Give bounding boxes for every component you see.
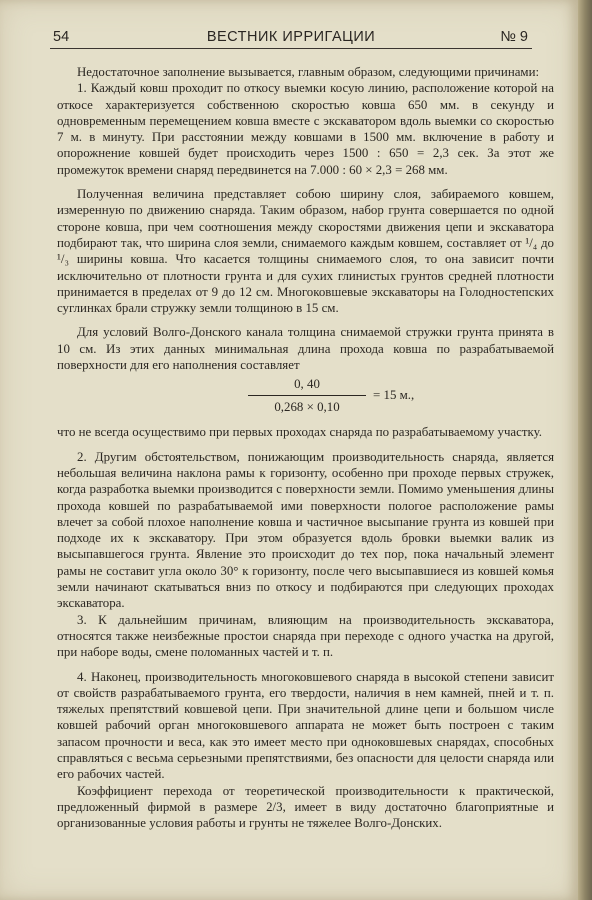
paragraph-volga-don: Для условий Волго-Донского канала толщина снимаемой стружки грунта принята в 10 см. Из этих данных минимальная длина прохода ковша по разрабатываемой поверхности для его наполнения составляет <box>57 325 554 373</box>
page-header <box>50 26 532 49</box>
journal-title: ВЕСТНИК ИРРИГАЦИИ <box>206 29 376 45</box>
paragraph-formula-note: что не всегда осуществимо при первых проходах снаряда по разрабатываемому участку. <box>57 425 542 440</box>
paragraph-layer-width: Полученная величина представляет собою ширину слоя, забираемого ковшем, измеренную по движению снаряда. Таким образом, набор грунта совершается по одной стороне ковша, при чем соотношения между скоростями движения цепи и экскаватора подбирают так, что ширина слоя земли, снимаемого каждым ковшем, составляет от ¹/₄ до ¹/₃ ширины ковша. Что касается толщины снимаемого слоя, то она зависит почти исключительно от плотности грунта и для сухих глинистых грунтов средней плотности принимается в пределах от 9 до 12 см. Многоковшевые экскаваторы на Голодностепских суглинках брали стружку земли толщиною в 15 см. <box>57 187 554 316</box>
formula-numerator: 0, 40 <box>248 376 366 395</box>
paragraph-reason-4: 4. Наконец, производительность многоковшевого снаряда в высокой степени зависит от свойств разрабатываемого грунта, его твердости, наличия в нем камней, пней и т. п. тяжелых препятствий ковшевой цепи. При значительной длине цепи и большом числе ковшей рабочий орган многоковшевого аппарата не может быть построен с таким запасом прочности и веса, как это имеет место при одноковшевых снарядах, способных справляться с весьма серьезными препятствиями, без опасности для целости снаряда или его рабочих частей. <box>57 669 554 782</box>
paragraph-intro: Недостаточное заполнение вызывается, главным образом, следующими причинами: <box>77 65 540 79</box>
formula <box>57 376 554 420</box>
binding-edge <box>578 0 592 900</box>
paragraph-reason-2: 2. Другим обстоятельством, понижающим производительность снаряда, является небольшая величина наклона рамы к горизонту, особенно при проходе первых стружек, когда разработка выемки производится с поверхности земли. Помимо уменьшения длины прохода ковшей по разрабатываемой ими поверхности пологое расположение рамы влечет за собой плохое наполнение ковша и частичное высыпание грунта из ковшей при подходе их к экскаватору. При этом образуется вдоль бровки выемки валик из высыпавшегося грунта. Явление это происходит до тех пор, пока начальный элемент рамы не составит угла около 30° к горизонту, после чего высыпавшиеся из ковшей комья земли начинают скатываться вниз по откосу и подбираются при следующих проходах экскаватора. <box>57 449 554 611</box>
issue-number: № 9 <box>500 29 528 45</box>
paragraph-reason-1: 1. Каждый ковш проходит по откосу выемки косую линию, расположение которой на откосе характеризуется собственною скоростью ковша 650 мм. в секунду и одновременным перемещением ковша вместе с экскаватором вдоль выемки со скоростью 7 м. в минуту. При расстоянии между ковшами в 1500 мм. включение в работу и опорожнение ковшей будет происходить через 1500 : 650 = 2,3 сек. За этот же промежуток времени снаряд передвинется на 7.000 : 60 × 2,3 = 268 мм. <box>57 81 554 177</box>
paragraph-coefficient: Коэффициент перехода от теоретической производительности к практической, предложенный фирмой в размере 2/3, имеет в виду достаточно благоприятные и организованные условия работы и грунты не тяжелее Волго-Донских. <box>57 783 554 831</box>
formula-fraction <box>248 376 366 415</box>
paragraph-reason-3: 3. К дальнейшим причинам, влияющим на производительность экскаватора, относятся также неизбежные простои снаряда при переходе с одного участка на другой, при наборе воды, смене поломанных частей и т. п. <box>57 612 554 660</box>
formula-denominator: 0,268 × 0,10 <box>274 399 340 414</box>
page-number: 54 <box>53 29 70 45</box>
formula-result: = 15 м., <box>373 388 415 403</box>
article-body <box>57 64 554 831</box>
